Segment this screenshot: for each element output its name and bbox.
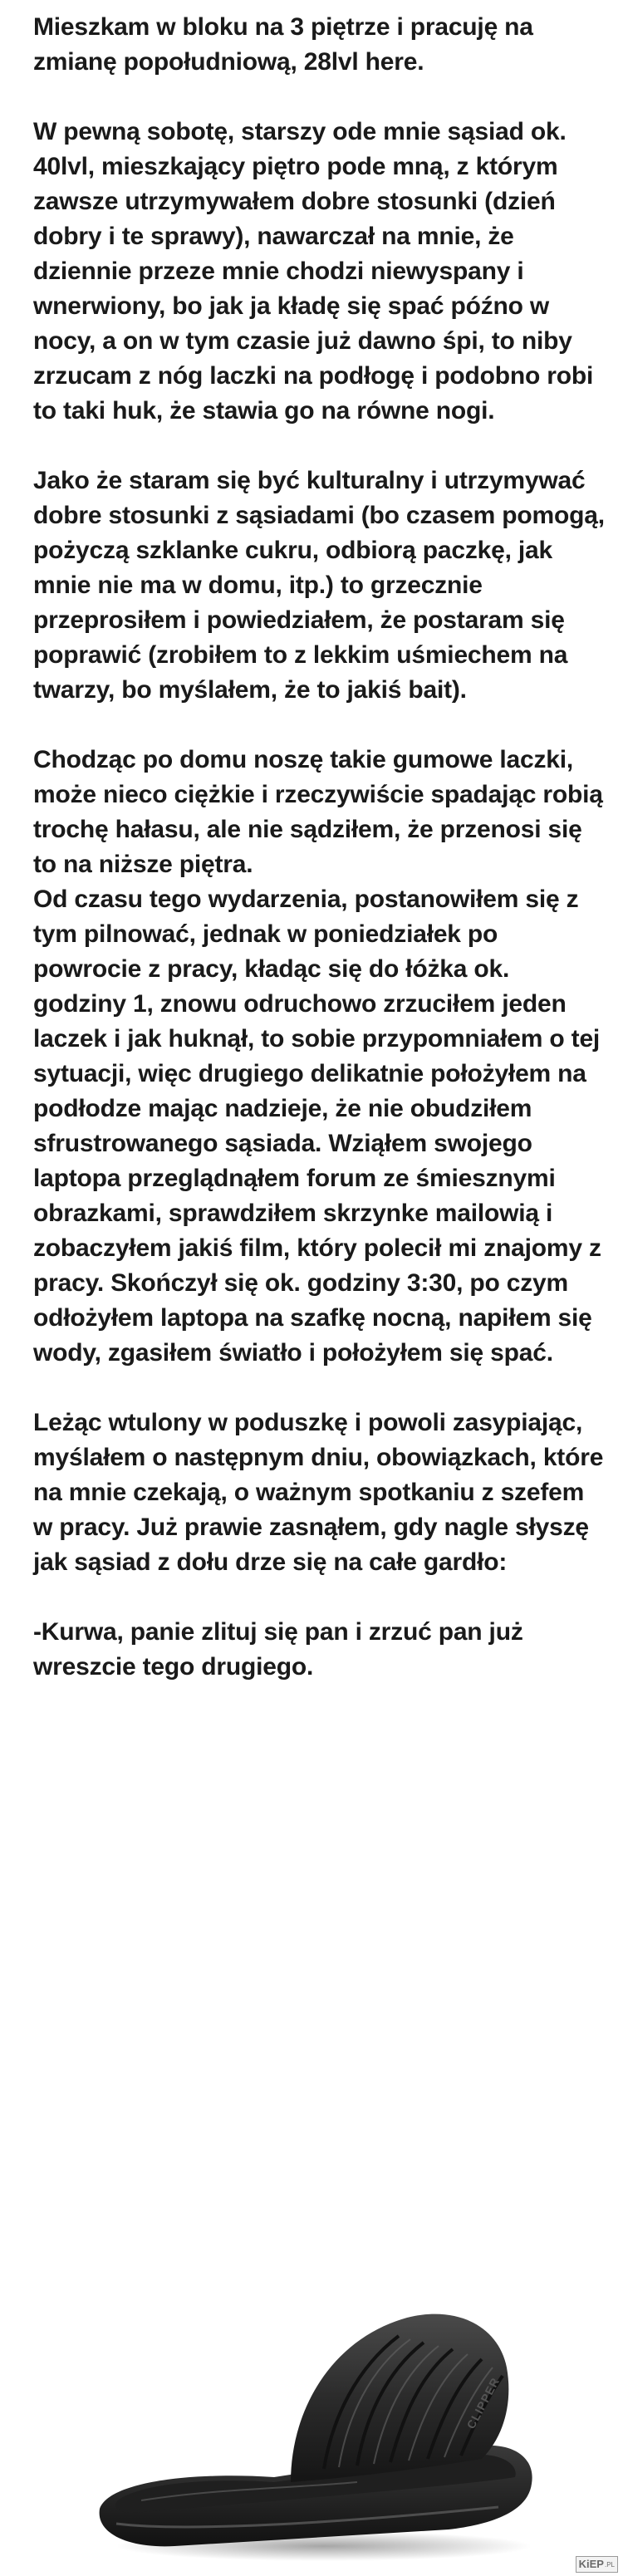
slipper-icon bbox=[83, 2260, 548, 2567]
story-paragraph-5: Od czasu tego wydarzenia, postanowiłem się z tym pilnować, jednak w poniedziałek po powrocie z pracy, kładąc się do łóżka ok. godziny 1, znowu odruchowo zrzuciłem jeden laczek i jak huknął, to sobie przypomniałem o tej sytuacji, więc drugiego delikatnie położyłem na podłodze mając nadzieje, że nie obudziłem sfrustrowanego sąsiada. Wziąłem swojego laptopa przeglądnąłem forum ze śmiesznymi obrazkami, sprawdziłem skrzynke mailowią i zobaczyłem jakiś film, który polecił mi znajomy z pracy. Skończył się ok. godziny 3:30, po czym odłożyłem laptopa na szafkę nocną, napiłem się wody, zgasiłem światło i położyłem się spać. bbox=[33, 886, 601, 1367]
story-paragraph-2: W pewną sobotę, starszy ode mnie sąsiad ok. 40lvl, mieszkający piętro pode mną, z którym zawsze utrzymywałem dobre stosunki (dzień dobry i te sprawy), nawarczał na mnie, że dziennie przeze mnie chodzi niewyspany i wnerwiony, bo jak ja kładę się spać późno w nocy, a on w tym czasie już dawno śpi, to niby zrzucam z nóg laczki na podłogę i podobno robi to taki huk, że stawia go na równe nogi. bbox=[33, 118, 594, 424]
story-punchline: -Kurwa, panie zlituj się pan i zrzuć pan już wreszcie tego drugiego. bbox=[33, 1618, 523, 1681]
slipper-image bbox=[83, 2260, 548, 2567]
slipper-brand-text: CLIPPER bbox=[464, 2375, 503, 2431]
story-paragraph-3: Jako że staram się być kulturalny i utrzymywać dobre stosunki z sąsiadami (bo czasem pomogą, pożyczą szklanke cukru, odbiorą paczkę, jak mnie nie ma w domu, itp.) to grzecznie przeprosiłem i powiedziałem, że postaram się poprawić (zrobiłem to z lekkim uśmiechem na twarzy, bo myślałem, że to jakiś bait). bbox=[33, 467, 605, 704]
story-text bbox=[33, 10, 606, 1685]
story-paragraph-4: Chodząc po domu noszę takie gumowe laczki, może nieco ciężkie i rzeczywiście spadając robią trochę hałasu, ale nie sądziłem, że przenosi się to na niższe piętra. bbox=[33, 746, 603, 878]
kiep-watermark bbox=[576, 2556, 618, 2573]
watermark-suffix: .PL bbox=[604, 2561, 615, 2569]
story-paragraph-1: Mieszkam w bloku na 3 piętrze i pracuję na zmianę popołudniową, 28lvl here. bbox=[33, 13, 533, 76]
watermark-main: KiEP bbox=[578, 2558, 604, 2570]
story-paragraph-6: Leżąc wtulony w poduszkę i powoli zasypiając, myślałem o następnym dniu, obowiązkach, które na mnie czekają, o ważnym spotkaniu z szefem w pracy. Już prawie zasnąłem, gdy nagle słyszę jak sąsiad z dołu drze się na całe gardło: bbox=[33, 1409, 604, 1576]
